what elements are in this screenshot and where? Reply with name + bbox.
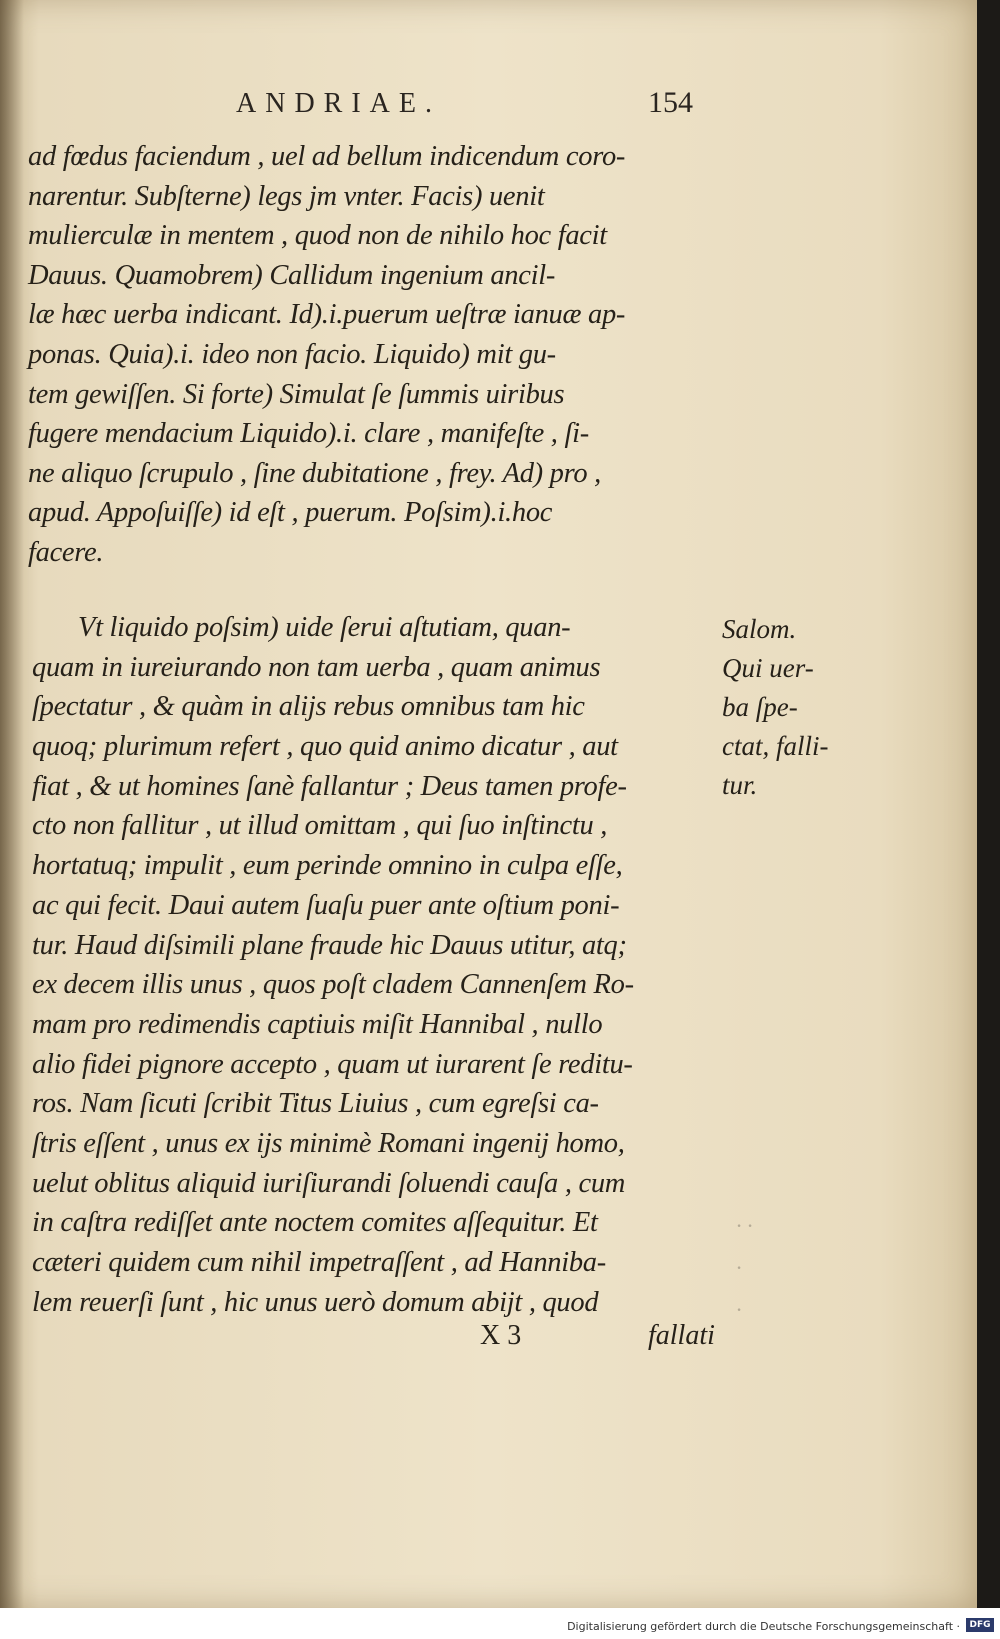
text-line: ſtris eſſent , unus ex ijs minimè Romani ingenij homo, — [32, 1127, 625, 1159]
text-line: mam pro redimendis captiuis miſit Hannibal , nullo — [32, 1008, 603, 1040]
marginal-line: Qui uer- — [722, 653, 814, 683]
commentary-paragraph-2 — [32, 608, 732, 1322]
dfg-logo-icon: DFG — [966, 1618, 994, 1632]
text-line: facere. — [28, 536, 104, 568]
text-line: ad fœdus faciendum , uel ad bellum indicendum coro- — [28, 141, 626, 172]
text-line: ros. Nam ſicuti ſcribit Titus Liuius , cum egreſsi ca- — [32, 1088, 599, 1120]
catchword: fallati — [648, 1320, 715, 1351]
text-line: ſpectatur , & quàm in alijs rebus omnibus tam hic — [32, 691, 585, 723]
text-line: Dauus. Quamobrem) Callidum ingenium ancil- — [28, 259, 556, 291]
text-line: ex decem illis unus , quos poſt cladem Cannenſem Ro- — [32, 969, 634, 1001]
gutter-shadow — [0, 0, 24, 1608]
text-line: tem gewiſſen. Si forte) Simulat ſe ſummis uiribus — [28, 378, 565, 410]
text-line: mulierculæ in mentem , quod non de nihilo hoc facit — [28, 220, 607, 252]
bleed-through-marks: · · · · — [736, 1213, 753, 1322]
text-line: fugere mendacium Liquido).i. clare , manifeſte , ſi- — [28, 418, 589, 450]
running-head: ANDRIAE. — [236, 88, 441, 119]
signature-mark: X 3 — [480, 1320, 522, 1351]
text-line: tur. Haud diſsimili plane fraude hic Dauus utitur, atq; — [32, 929, 627, 961]
marginal-note — [722, 610, 832, 805]
funding-credit: Digitalisierung gefördert durch die Deutsche Forschungsgemeinschaft · — [567, 1620, 960, 1633]
text-line: cto non fallitur , ut illud omittam , qui ſuo inſtinctu , — [32, 810, 608, 842]
text-line: apud. Appoſuiſſe) id eſt , puerum. Poſsim).i.hoc — [28, 497, 553, 529]
text-line: hortatuq; impulit , eum perinde omnino in culpa eſſe, — [32, 850, 623, 882]
page-number: 154 — [648, 86, 693, 119]
text-line: fiat , & ut homines ſanè fallantur ; Deus tamen profe- — [32, 770, 627, 802]
text-line: Vt liquido poſsim) uide ſerui aſtutiam, quan- — [78, 612, 571, 643]
text-line: lem reuerſi ſunt , hic unus uerò domum abijt , quod — [32, 1286, 599, 1318]
text-line: ne aliquo ſcrupulo , ſine dubitatione , frey. Ad) pro , — [28, 457, 601, 489]
text-line: ac qui fecit. Daui autem ſuaſu puer ante oſtium poni- — [32, 889, 620, 921]
commentary-paragraph-1 — [28, 137, 728, 573]
text-line: quoq; plurimum refert , quo quid animo dicatur , aut — [32, 731, 618, 763]
text-line: ponas. Quia).i. ideo non facio. Liquido) mit gu- — [28, 338, 556, 370]
text-line: narentur. Subſterne) legs jm vnter. Facis) uenit — [28, 180, 545, 212]
text-line: quam in iureiurando non tam uerba , quam animus — [32, 651, 601, 683]
text-line: cæteri quidem cum nihil impetraſſent , ad Hanniba- — [32, 1247, 606, 1278]
text-line: in caſtra rediſſet ante noctem comites aſſequitur. Et — [32, 1207, 598, 1239]
marginal-line: tur. — [722, 770, 758, 800]
text-line: uelut oblitus aliquid iuriſiurandi ſoluendi cauſa , cum — [32, 1167, 626, 1199]
marginal-line: Salom. — [722, 614, 797, 644]
marginal-line: ctat, falli- — [722, 731, 829, 761]
text-line: læ hæc uerba indicant. Id).i.puerum ueſtræ ianuæ ap- — [28, 299, 626, 331]
text-line: alio fidei pignore accepto , quam ut iurarent ſe reditu- — [32, 1048, 633, 1080]
marginal-line: ba ſpe- — [722, 692, 798, 722]
